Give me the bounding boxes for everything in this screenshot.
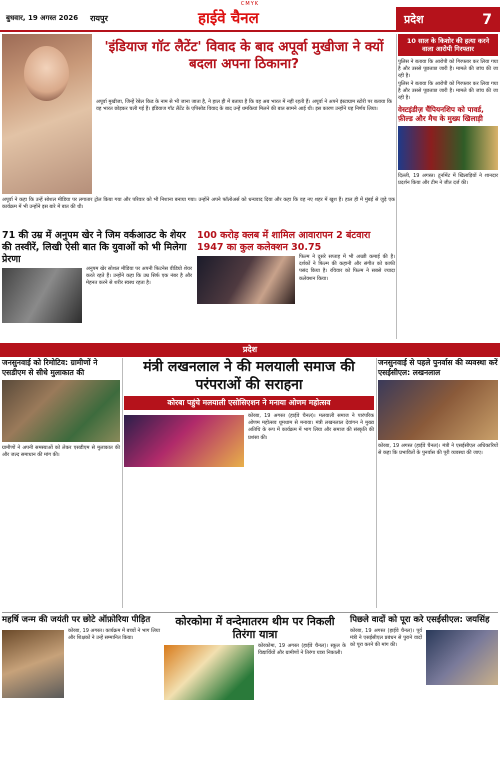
right-headline-1[interactable]: 10 साल के किशोर की हत्या करने वाला आरोपी गिरफ्तार [398, 34, 498, 56]
cmyk-mark: CMYK [240, 1, 260, 7]
feature-row [2, 230, 395, 340]
bottom-right-body: कोरबा, 19 अगस्त (हाईवे चैनल)। पूर्व मंत्री ने एसईसीएल प्रबंधन से पुराने वादों को पूरा करने की मांग की। [350, 627, 422, 648]
lead-photo [2, 34, 92, 194]
lead-body-1: अपूर्वा मुखीजा, जिन्हें रेबेल किड के नाम से भी जाना जाता है, ने हाल ही में बताया है कि वह अब भारत में नहीं रहती हैं। अपूर्वा ने अपने इंस्टाग्राम स्टोरी पर बताया कि वह भारत छोड़कर चली गई हैं। इंडियाज गॉट लैटेंट के एपिसोड विवाद के बाद उन्हें धमकियां मिलने की बात सामने आई थी। इस कारण उन्होंने यह निर्णय लिया। [96, 99, 392, 113]
minister-body: कोरबा, 19 अगस्त (हाईवे चैनल)। मलयाली समाज ने पारंपरिक ओणम महोत्सव धूमधाम से मनाया। मंत्री लखनलाल देवांगन ने मुख्य अतिथि के रूप में कार्यक्रम में भाग लिया और समाज की संस्कृति की प्रशंसा की। [248, 413, 374, 441]
right-column [398, 34, 498, 364]
onam-photo [124, 415, 244, 467]
bottom-left-headline[interactable]: महर्षि जन्म की जयंती पर छोटे ऑफ़ोरिया पीड़ित [2, 615, 151, 625]
film-photo [197, 256, 295, 304]
tiranga-story [164, 615, 346, 700]
regional-row [2, 358, 498, 613]
bottom-right-story [350, 615, 498, 685]
gym-body: अनुपम खेर सोशल मीडिया पर अपनी फिटनेस वीडियो शेयर करते रहते हैं। उन्होंने कहा कि उम्र सिर्फ एक नंबर है और मेहनत करने से शरीर स्वस्थ रहता है। [86, 266, 192, 287]
tiranga-headline[interactable]: कोरकोमा में वन्देमातरम थीम पर निकली तिरंगा यात्रा [175, 615, 335, 641]
right-headline-2[interactable]: वेस्टइंडीज़ चैंपियनशिप को पावर्ड, फ़ील्ड और मैच के मुख्य खिलाड़ी [398, 105, 484, 124]
edition-city: रायपुर [90, 14, 108, 23]
masthead [0, 7, 500, 32]
box-office-body: फिल्म ने दूसरे सप्ताह में भी अच्छी कमाई की है। दर्शकों ने फिल्म की कहानी और संगीत को काफी पसंद किया है। रविवार को फिल्म ने सबसे ज्यादा कलेक्शन किया। [299, 254, 395, 282]
jansunwai-photo [378, 380, 498, 440]
jansunwai-body: कोरबा, 19 अगस्त (हाईवे चैनल)। मंत्री ने एसईसीएल अधिकारियों से कहा कि प्रभावितों के पुनर्वास की पूरी व्यवस्था की जाए। [378, 443, 498, 457]
column-divider [396, 34, 397, 339]
lead-headline[interactable]: 'इंडियाज गॉट लैटेंट' विवाद के बाद अपूर्वा मुखीजा ने क्यों बदला अपना ठिकाना? [104, 39, 384, 72]
bottom-right-headline[interactable]: पिछले वादों को पूरा करे एसईसीएल: जयसिंह [350, 615, 490, 625]
bottom-left-story [2, 615, 160, 698]
section-band: प्रदेश [0, 343, 500, 357]
right-body-1: पुलिस ने बताया कि आरोपी को गिरफ्तार कर लिया गया है और उससे पूछताछ जारी है। मामले की जांच की जा रही है। [398, 59, 498, 80]
brand-logo: हाईवे चैनल [198, 9, 259, 27]
bottom-right-photo [426, 630, 498, 685]
gym-story [2, 230, 192, 323]
page-number: 7 [482, 11, 492, 28]
box-office-headline[interactable]: 100 करोड़ क्लब में शामिल आवारापन 2 बंटवारा 1947 का कुल कलेक्शन 30.75 [197, 230, 371, 253]
village-story [2, 358, 120, 459]
minister-headline[interactable]: मंत्री लखनलाल ने की मलयाली समाज की परंपराओं की सराहना [143, 359, 355, 393]
jansunwai-headline[interactable]: जनसुनवाई से पहले पुनर्वास की व्यवस्था करें एसईसीएल: लखनलाल [378, 358, 498, 377]
right-body-2: दिल्ली, 19 अगस्त। टूर्नामेंट में खिलाड़ियों ने शानदार प्रदर्शन किया और टीम ने जीत दर्ज की। [398, 173, 498, 187]
box-office-story [197, 230, 395, 304]
section-tab [396, 7, 500, 32]
bottom-left-body: कोरबा, 19 अगस्त। कार्यक्रम में बच्चों ने भाग लिया और शिक्षकों ने उन्हें सम्मानित किया। [68, 627, 160, 641]
village-photo [2, 380, 120, 442]
tiranga-photo [164, 645, 254, 700]
bottom-left-photo [2, 630, 64, 698]
gym-headline[interactable]: 71 की उम्र में अनुपम खेर ने जिम वर्कआउट के शेयर की तस्वीरें, लिखी ऐसी बात कि युवाओं को भी मिलेगा प्रेरणा [2, 230, 187, 265]
column-divider [122, 358, 123, 608]
gym-photo [2, 268, 82, 323]
issue-date: बुधवार, 19 अगस्त 2026 [6, 14, 79, 22]
jansunwai-story [378, 358, 498, 457]
section-label: प्रदेश [404, 13, 424, 26]
bottom-row [2, 612, 498, 755]
village-body: ग्रामीणों ने अपनी समस्याओं को लेकर एसडीएम से मुलाकात की और जल्द समाधान की मांग की। [2, 445, 120, 459]
tiranga-body: कोरकोमा, 19 अगस्त (हाईवे चैनल)। स्कूल के विद्यार्थियों और ग्रामीणों ने तिरंगा यात्रा निकाली। [258, 643, 346, 657]
minister-subhead: कोरबा पहुंचे मलयाली एसोसिएशन ने मनाया ओणम महोत्सव [124, 396, 374, 410]
minister-story [124, 358, 374, 467]
village-headline[interactable]: जनसुनवाई को रिमोटिव: ग्रामीणों ने एसडीएम से सीधे मुलाकात की [2, 358, 98, 377]
lead-body-2: अपूर्वा ने कहा कि उन्हें सोशल मीडिया पर लगातार ट्रोल किया गया और परिवार को भी निशाना बनाया गया। उन्होंने अपने फॉलोअर्स को धन्यवाद दिया और कहा कि वह नए शहर में खुश हैं। हाल ही में मुंबई से जुड़े एक कार्यक्रम में भी उन्होंने इस बारे में बात की थी। [2, 197, 395, 211]
column-divider [376, 358, 377, 608]
players-photo [398, 126, 498, 170]
right-body-1-more: पुलिस ने बताया कि आरोपी को गिरफ्तार कर लिया गया है और उससे पूछताछ जारी है। मामले की जांच की जा रही है। [398, 80, 498, 102]
